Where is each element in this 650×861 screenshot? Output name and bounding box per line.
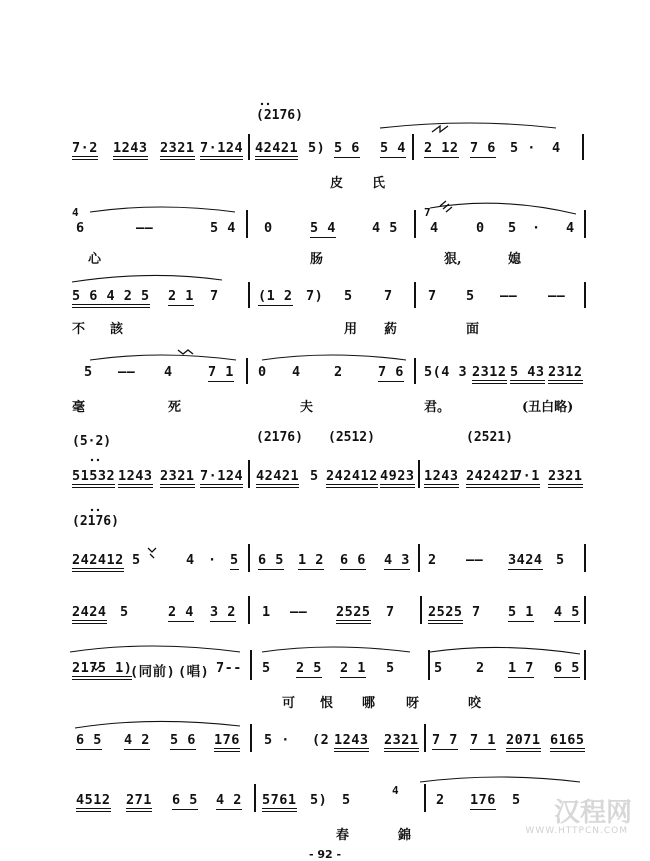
note-group: 1243 bbox=[424, 468, 459, 488]
note-group: 2321 bbox=[548, 468, 583, 488]
lyric: 用 bbox=[344, 322, 358, 337]
note-group: 2424 bbox=[72, 604, 107, 624]
note-group: 2525 bbox=[428, 604, 463, 624]
note-group: 6165 bbox=[550, 732, 585, 752]
barline bbox=[414, 358, 416, 384]
note-group: 5 bbox=[556, 552, 565, 568]
note-group: 5 4 bbox=[310, 220, 336, 236]
lyric: 錦 bbox=[398, 828, 412, 843]
note-group: 2321 bbox=[384, 732, 419, 752]
note-group: 1 7 bbox=[508, 660, 534, 676]
note-group: 42421 bbox=[256, 468, 299, 488]
note-group: 5 6 bbox=[170, 732, 196, 748]
note-group: (2 bbox=[312, 732, 330, 748]
note-group: 242412 bbox=[326, 468, 378, 488]
note-group: 4 5 bbox=[372, 220, 398, 236]
lyric: 咬 bbox=[468, 696, 482, 711]
barline bbox=[246, 210, 248, 238]
lyric: 呀 bbox=[406, 696, 420, 711]
lyric: 心 bbox=[88, 252, 102, 267]
note-group: 42421 bbox=[255, 140, 298, 160]
note-group: 7 bbox=[428, 288, 437, 304]
note-group: —— bbox=[500, 288, 518, 304]
note-group: 2 1 bbox=[340, 660, 366, 676]
lyric: 君。 bbox=[424, 400, 451, 415]
note-group: 7) bbox=[306, 288, 324, 304]
note-group: 4 bbox=[164, 364, 173, 380]
note-group: 4 bbox=[292, 364, 301, 380]
note-group: 3 2 bbox=[210, 604, 236, 620]
note-group: 5 · bbox=[264, 732, 290, 748]
note-group: 6 5 bbox=[258, 552, 284, 568]
note-group: 2 bbox=[436, 792, 445, 808]
note-group: 7-- bbox=[216, 660, 242, 676]
note-group: 5 bbox=[512, 792, 521, 808]
ornament-above: (5·2) bbox=[72, 434, 112, 449]
note-group: 2 bbox=[476, 660, 485, 676]
note-group: (同前) bbox=[130, 664, 176, 680]
note-group: 6 bbox=[76, 220, 85, 236]
lyric: 狠, bbox=[444, 252, 462, 267]
note-group: 5 bbox=[434, 660, 443, 676]
note-group: 6 6 bbox=[340, 552, 366, 568]
barline bbox=[250, 650, 252, 680]
lyric: 氏 bbox=[372, 176, 386, 191]
note-group: 6 5 bbox=[554, 660, 580, 676]
note-group: 7 bbox=[472, 604, 481, 620]
note-group: 5 · bbox=[510, 140, 536, 156]
note-group: 2525 bbox=[336, 604, 371, 624]
lyric: 皮 bbox=[330, 176, 344, 191]
note-group: 6 5 bbox=[172, 792, 198, 808]
barline bbox=[248, 282, 250, 308]
lyric: 葯 bbox=[384, 322, 398, 337]
barline bbox=[248, 460, 250, 488]
note-group: 5 bbox=[466, 288, 475, 304]
barline bbox=[584, 210, 586, 238]
note-group: 1 bbox=[262, 604, 271, 620]
note-group: 5 bbox=[84, 364, 93, 380]
note-group: 51532 bbox=[72, 468, 115, 488]
note-group: 4923 bbox=[380, 468, 415, 488]
lyric: 媳 bbox=[508, 252, 522, 267]
lyric: 哪 bbox=[362, 696, 376, 711]
note-group: 4 bbox=[430, 220, 439, 236]
note-group: 5 bbox=[508, 220, 517, 236]
note-group: 1243 bbox=[334, 732, 369, 752]
note-group: 5 bbox=[132, 552, 141, 568]
note-group: 5 4 bbox=[380, 140, 406, 156]
barline bbox=[582, 134, 584, 160]
note-group: 5) bbox=[310, 792, 328, 808]
lyric: 恨 bbox=[320, 696, 334, 711]
lyric: 可 bbox=[282, 696, 296, 711]
note-group: 0 bbox=[258, 364, 267, 380]
barline bbox=[424, 784, 426, 812]
note-group: 7 7 bbox=[432, 732, 458, 748]
note-group: 2 1 bbox=[168, 288, 194, 304]
tempo-mark: 7 bbox=[424, 206, 432, 219]
note-group: 5 43 bbox=[510, 364, 545, 384]
note-group: 7 1 bbox=[470, 732, 496, 748]
note-group: 5 bbox=[344, 288, 353, 304]
note-group: 7·124 bbox=[200, 140, 243, 160]
note-group: 1 2 bbox=[298, 552, 324, 568]
ornament-above: (2176) bbox=[256, 430, 303, 445]
note-group: 4 bbox=[186, 552, 195, 568]
note-group: (唱) bbox=[178, 664, 210, 680]
note-group: 5 bbox=[310, 468, 319, 484]
barline bbox=[246, 358, 248, 384]
note-group: · bbox=[208, 552, 217, 568]
barline bbox=[424, 724, 426, 752]
barline bbox=[584, 596, 586, 624]
note-group: 242421 bbox=[466, 468, 518, 488]
note-group: 271 bbox=[126, 792, 152, 812]
note-group: 7·124 bbox=[200, 468, 243, 488]
note-group: 4 bbox=[566, 220, 575, 236]
ornament-above: (2521) bbox=[466, 430, 513, 445]
barline bbox=[584, 650, 586, 680]
note-group: 5 bbox=[262, 660, 271, 676]
note-group: 7 6 bbox=[470, 140, 496, 156]
note-group: 5761 bbox=[262, 792, 297, 812]
lyric: 春 bbox=[336, 828, 350, 843]
note-group: 2321 bbox=[160, 468, 195, 488]
barline bbox=[254, 784, 256, 812]
note-group: 5 bbox=[120, 604, 129, 620]
lyric: 該 bbox=[110, 322, 124, 337]
lyric: 不 bbox=[72, 322, 86, 337]
barline bbox=[248, 544, 250, 572]
note-group: 5 bbox=[342, 792, 351, 808]
note-group: 7 6 bbox=[378, 364, 404, 380]
lyric: 死 bbox=[168, 400, 182, 415]
barline bbox=[414, 282, 416, 308]
time-signature: 4 bbox=[72, 206, 80, 219]
note-group: 2 bbox=[334, 364, 343, 380]
note-group: 7 bbox=[386, 604, 395, 620]
note-group: · bbox=[532, 220, 541, 236]
note-group: 7·2 bbox=[72, 140, 98, 160]
note-group: (1 2 bbox=[258, 288, 293, 304]
barline bbox=[248, 596, 250, 624]
ornament-above: (2176) bbox=[72, 514, 119, 529]
barline bbox=[414, 210, 416, 238]
lyric: 毫 bbox=[72, 400, 86, 415]
note-group: 2175 1) bbox=[72, 660, 132, 680]
barline bbox=[248, 134, 250, 160]
ornament-above: (2512) bbox=[328, 430, 375, 445]
note-group: 5 6 bbox=[334, 140, 360, 156]
note-group: 4 bbox=[552, 140, 561, 156]
note-group: 7 bbox=[210, 288, 219, 304]
note-group: 5(4 3 bbox=[424, 364, 468, 380]
note-group: 5) bbox=[308, 140, 326, 156]
note-group: 2312 bbox=[548, 364, 583, 384]
barline bbox=[420, 596, 422, 624]
barline bbox=[418, 460, 420, 488]
note-group: 2312 bbox=[472, 364, 507, 384]
note-group: 2 12 bbox=[424, 140, 459, 156]
barline bbox=[418, 544, 420, 572]
lyric: 肠 bbox=[310, 252, 324, 267]
note-group: 2 4 bbox=[168, 604, 194, 620]
lyric: 夫 bbox=[300, 400, 314, 415]
note-group: —— bbox=[548, 288, 566, 304]
note-group: 5 bbox=[230, 552, 239, 568]
note-group: 5 4 bbox=[210, 220, 236, 236]
note-group: —— bbox=[136, 220, 154, 236]
barline bbox=[412, 134, 414, 160]
note-group: 5 1 bbox=[508, 604, 534, 620]
note-group: 3424 bbox=[508, 552, 543, 568]
stage-direction: (丑白略) bbox=[522, 400, 574, 415]
note-group: 4 5 bbox=[554, 604, 580, 620]
note-group: 7 bbox=[384, 288, 393, 304]
barline bbox=[584, 282, 586, 308]
note-group: 6 5 bbox=[76, 732, 102, 748]
note-group: 1243 bbox=[118, 468, 153, 488]
note-group: 4 3 bbox=[384, 552, 410, 568]
note-group: —— bbox=[118, 364, 136, 380]
note-group: 0 bbox=[476, 220, 485, 236]
note-group: 4 2 bbox=[216, 792, 242, 808]
note-group: 176 bbox=[214, 732, 240, 752]
barline bbox=[250, 724, 252, 752]
note-group: 2071 bbox=[506, 732, 541, 752]
ornament-above: (2176) bbox=[256, 108, 303, 123]
lyric: 面 bbox=[466, 322, 480, 337]
note-group: 5 bbox=[386, 660, 395, 676]
note-group: 2 5 bbox=[296, 660, 322, 676]
note-group: 2 bbox=[428, 552, 437, 568]
note-group: 4512 bbox=[76, 792, 111, 812]
note-group: 2321 bbox=[160, 140, 195, 160]
page-number: - 92 - bbox=[308, 848, 342, 861]
note-group: 0 bbox=[264, 220, 273, 236]
note-group: 242412 bbox=[72, 552, 124, 572]
barline bbox=[428, 650, 430, 680]
note-group: 5 6 4 2 5 bbox=[72, 288, 150, 308]
watermark-logo: 汉程网 bbox=[553, 798, 632, 828]
note-group: —— bbox=[290, 604, 308, 620]
tempo-mark: 4 bbox=[392, 784, 400, 797]
note-group: 7 1 bbox=[208, 364, 234, 380]
note-group: 176 bbox=[470, 792, 496, 808]
note-group: 7·1 bbox=[514, 468, 540, 488]
watermark-url: WWW.HTTPCN.COM bbox=[525, 826, 628, 836]
note-group: 4 2 bbox=[124, 732, 150, 748]
barline bbox=[584, 544, 586, 572]
note-group: 1243 bbox=[113, 140, 148, 160]
note-group: —— bbox=[466, 552, 484, 568]
